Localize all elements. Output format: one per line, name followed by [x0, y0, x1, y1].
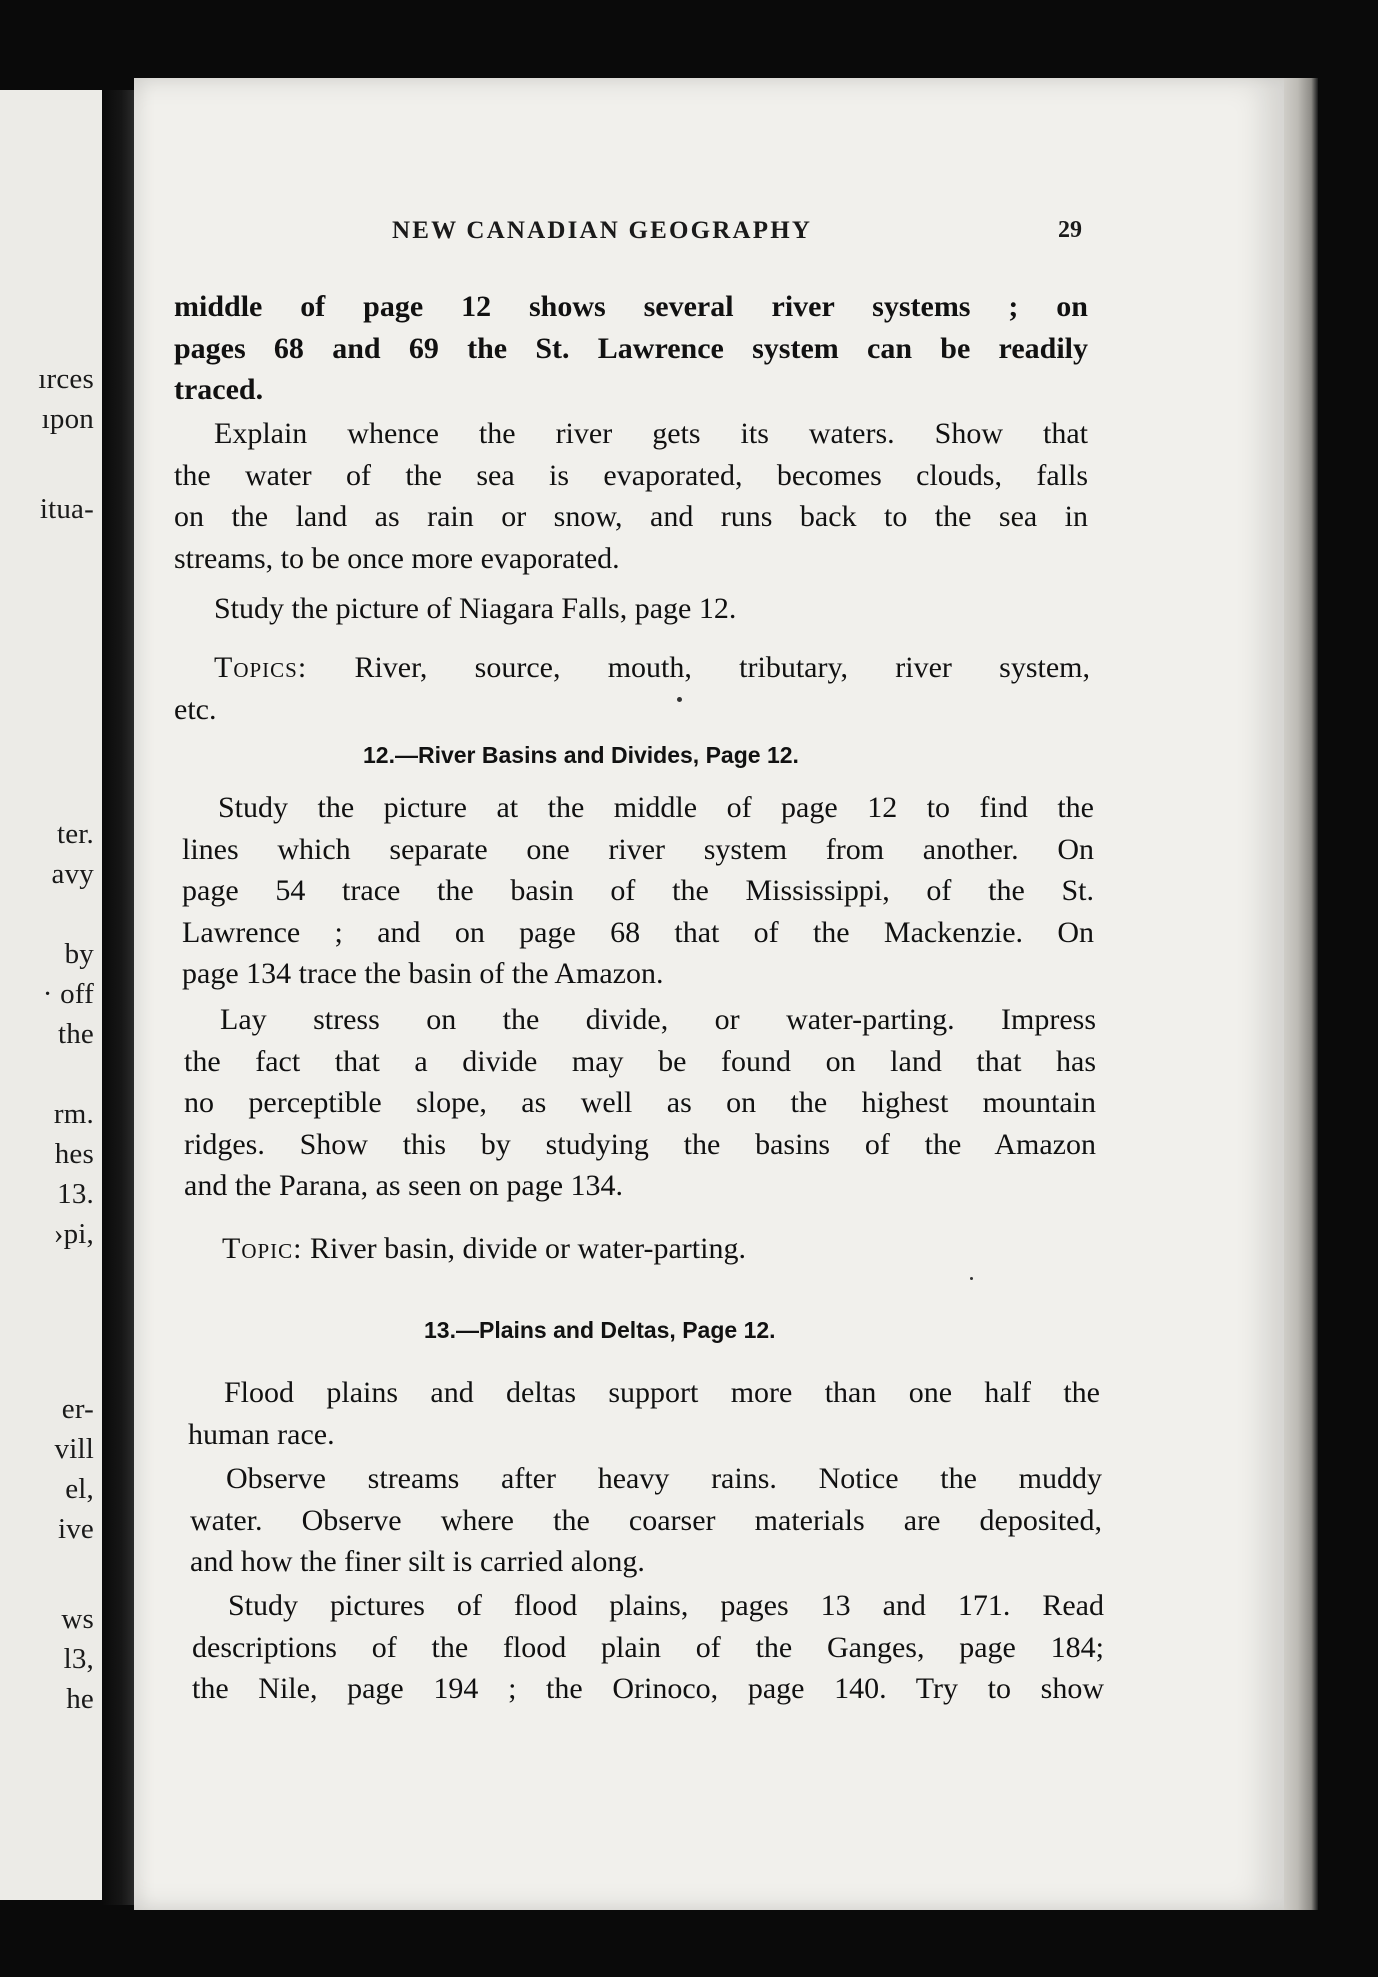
- text-line: Study the picture of Niagara Falls, page 12.: [214, 592, 737, 625]
- section-heading-12: 12.—River Basins and Divides, Page 12.: [363, 742, 799, 768]
- topics-paragraph: [174, 647, 1090, 730]
- left-page-line: the: [57, 1018, 94, 1050]
- text-line: and how the finer silt is carried along.: [190, 1545, 645, 1578]
- text-line: pages 68 and 69 the St. Lawrence system can be readily: [174, 331, 1088, 365]
- left-page-line: ırces: [38, 363, 94, 395]
- text-line: descriptions of the flood plain of the Ganges, page 184;: [192, 1630, 1104, 1664]
- paragraph-niagara: [174, 588, 1094, 630]
- left-page-line: rm.: [53, 1098, 94, 1130]
- left-page-line: 13.: [57, 1178, 94, 1210]
- topic-label: Topic:: [222, 1232, 303, 1265]
- text-line: ridges. Show this by studying the basins of the Amazon: [184, 1127, 1096, 1161]
- topic-line: [222, 1228, 1082, 1270]
- text-line: middle of page 12 shows several river systems ; on: [174, 290, 1088, 323]
- topic-paragraph: [222, 1228, 1082, 1270]
- topic-text: River basin, divide or water-parting.: [302, 1232, 746, 1265]
- left-page-line: by: [64, 938, 94, 970]
- left-page-line: l3,: [63, 1643, 94, 1675]
- left-page-line: ws: [61, 1603, 94, 1635]
- left-page-line: ive: [57, 1513, 94, 1545]
- left-page-line: ıpon: [41, 403, 94, 435]
- topics-label: Topics:: [214, 651, 308, 684]
- text-line: the fact that a divide may be found on land that has: [184, 1044, 1096, 1078]
- left-page-line: ›pi,: [53, 1218, 94, 1250]
- text-line: Observe streams after heavy rains. Notice the muddy: [226, 1462, 1102, 1495]
- left-page-line: itua-: [39, 493, 94, 525]
- text-line: the Nile, page 194 ; the Orinoco, page 140. Try to show: [192, 1672, 1104, 1705]
- text-line: the water of the sea is evaporated, becomes clouds, falls: [174, 458, 1088, 492]
- left-page-line: vill: [54, 1433, 94, 1465]
- text-line: Study pictures of flood plains, pages 13 and 171. Read: [228, 1589, 1104, 1622]
- text-line: Explain whence the river gets its waters. Show that: [214, 417, 1088, 450]
- text-line: on the land as rain or snow, and runs back to the sea in: [174, 500, 1088, 533]
- scan-speck: [677, 697, 682, 702]
- left-page-line: · off: [42, 978, 94, 1010]
- section-heading-13: 13.—Plains and Deltas, Page 12.: [424, 1317, 776, 1343]
- left-page-line: el,: [65, 1473, 94, 1505]
- text-line: Study the picture at the middle of page 12 to find the: [218, 791, 1094, 824]
- text-line: page 134 trace the basin of the Amazon.: [182, 957, 664, 990]
- paragraph-streams: [190, 1458, 1102, 1583]
- text-line: streams, to be once more evaporated.: [174, 541, 620, 575]
- text-line: human race.: [188, 1417, 335, 1451]
- left-page-line: er-: [61, 1393, 94, 1425]
- topics-line: [174, 647, 1090, 689]
- text-line: no perceptible slope, as well as on the highest mountain: [184, 1086, 1096, 1119]
- text-line: page 54 trace the basin of the Mississippi, of the St.: [182, 874, 1094, 907]
- left-page-line: ter.: [56, 818, 94, 850]
- text-line: water. Observe where the coarser materials are deposited,: [190, 1503, 1102, 1537]
- running-head: NEW CANADIAN GEOGRAPHY: [392, 217, 813, 244]
- paragraph-study-pictures: [192, 1585, 1104, 1710]
- text-line: etc.: [174, 692, 217, 726]
- paragraph-water-parting: [184, 999, 1096, 1207]
- text-line: and the Parana, as seen on page 134.: [184, 1169, 624, 1202]
- text-line: Lay stress on the divide, or water-parting. Impress: [220, 1003, 1096, 1036]
- left-page-line: avy: [51, 858, 94, 890]
- left-page-line: hes: [54, 1138, 94, 1170]
- text-line: Lawrence ; and on page 68 that of the Mackenzie. On: [182, 915, 1094, 949]
- paragraph-flood-plains: [188, 1372, 1100, 1455]
- paragraph-divides: [182, 787, 1094, 995]
- text-line: lines which separate one river system from another. On: [182, 832, 1094, 866]
- page-edge: [1284, 78, 1318, 1910]
- book-gutter: [102, 90, 134, 1905]
- paragraph-explain: [174, 413, 1088, 579]
- left-page-line: he: [66, 1683, 94, 1715]
- paragraph-continuation: [174, 286, 1088, 411]
- scan-speck: [970, 1277, 973, 1280]
- page-number: 29: [1058, 217, 1082, 243]
- topics-text: River, source, mouth, tributary, river system,: [307, 651, 1090, 684]
- text-line: traced.: [174, 373, 264, 406]
- text-line: Flood plains and deltas support more than one half the: [224, 1376, 1100, 1409]
- previous-page-fragment: [0, 90, 102, 1900]
